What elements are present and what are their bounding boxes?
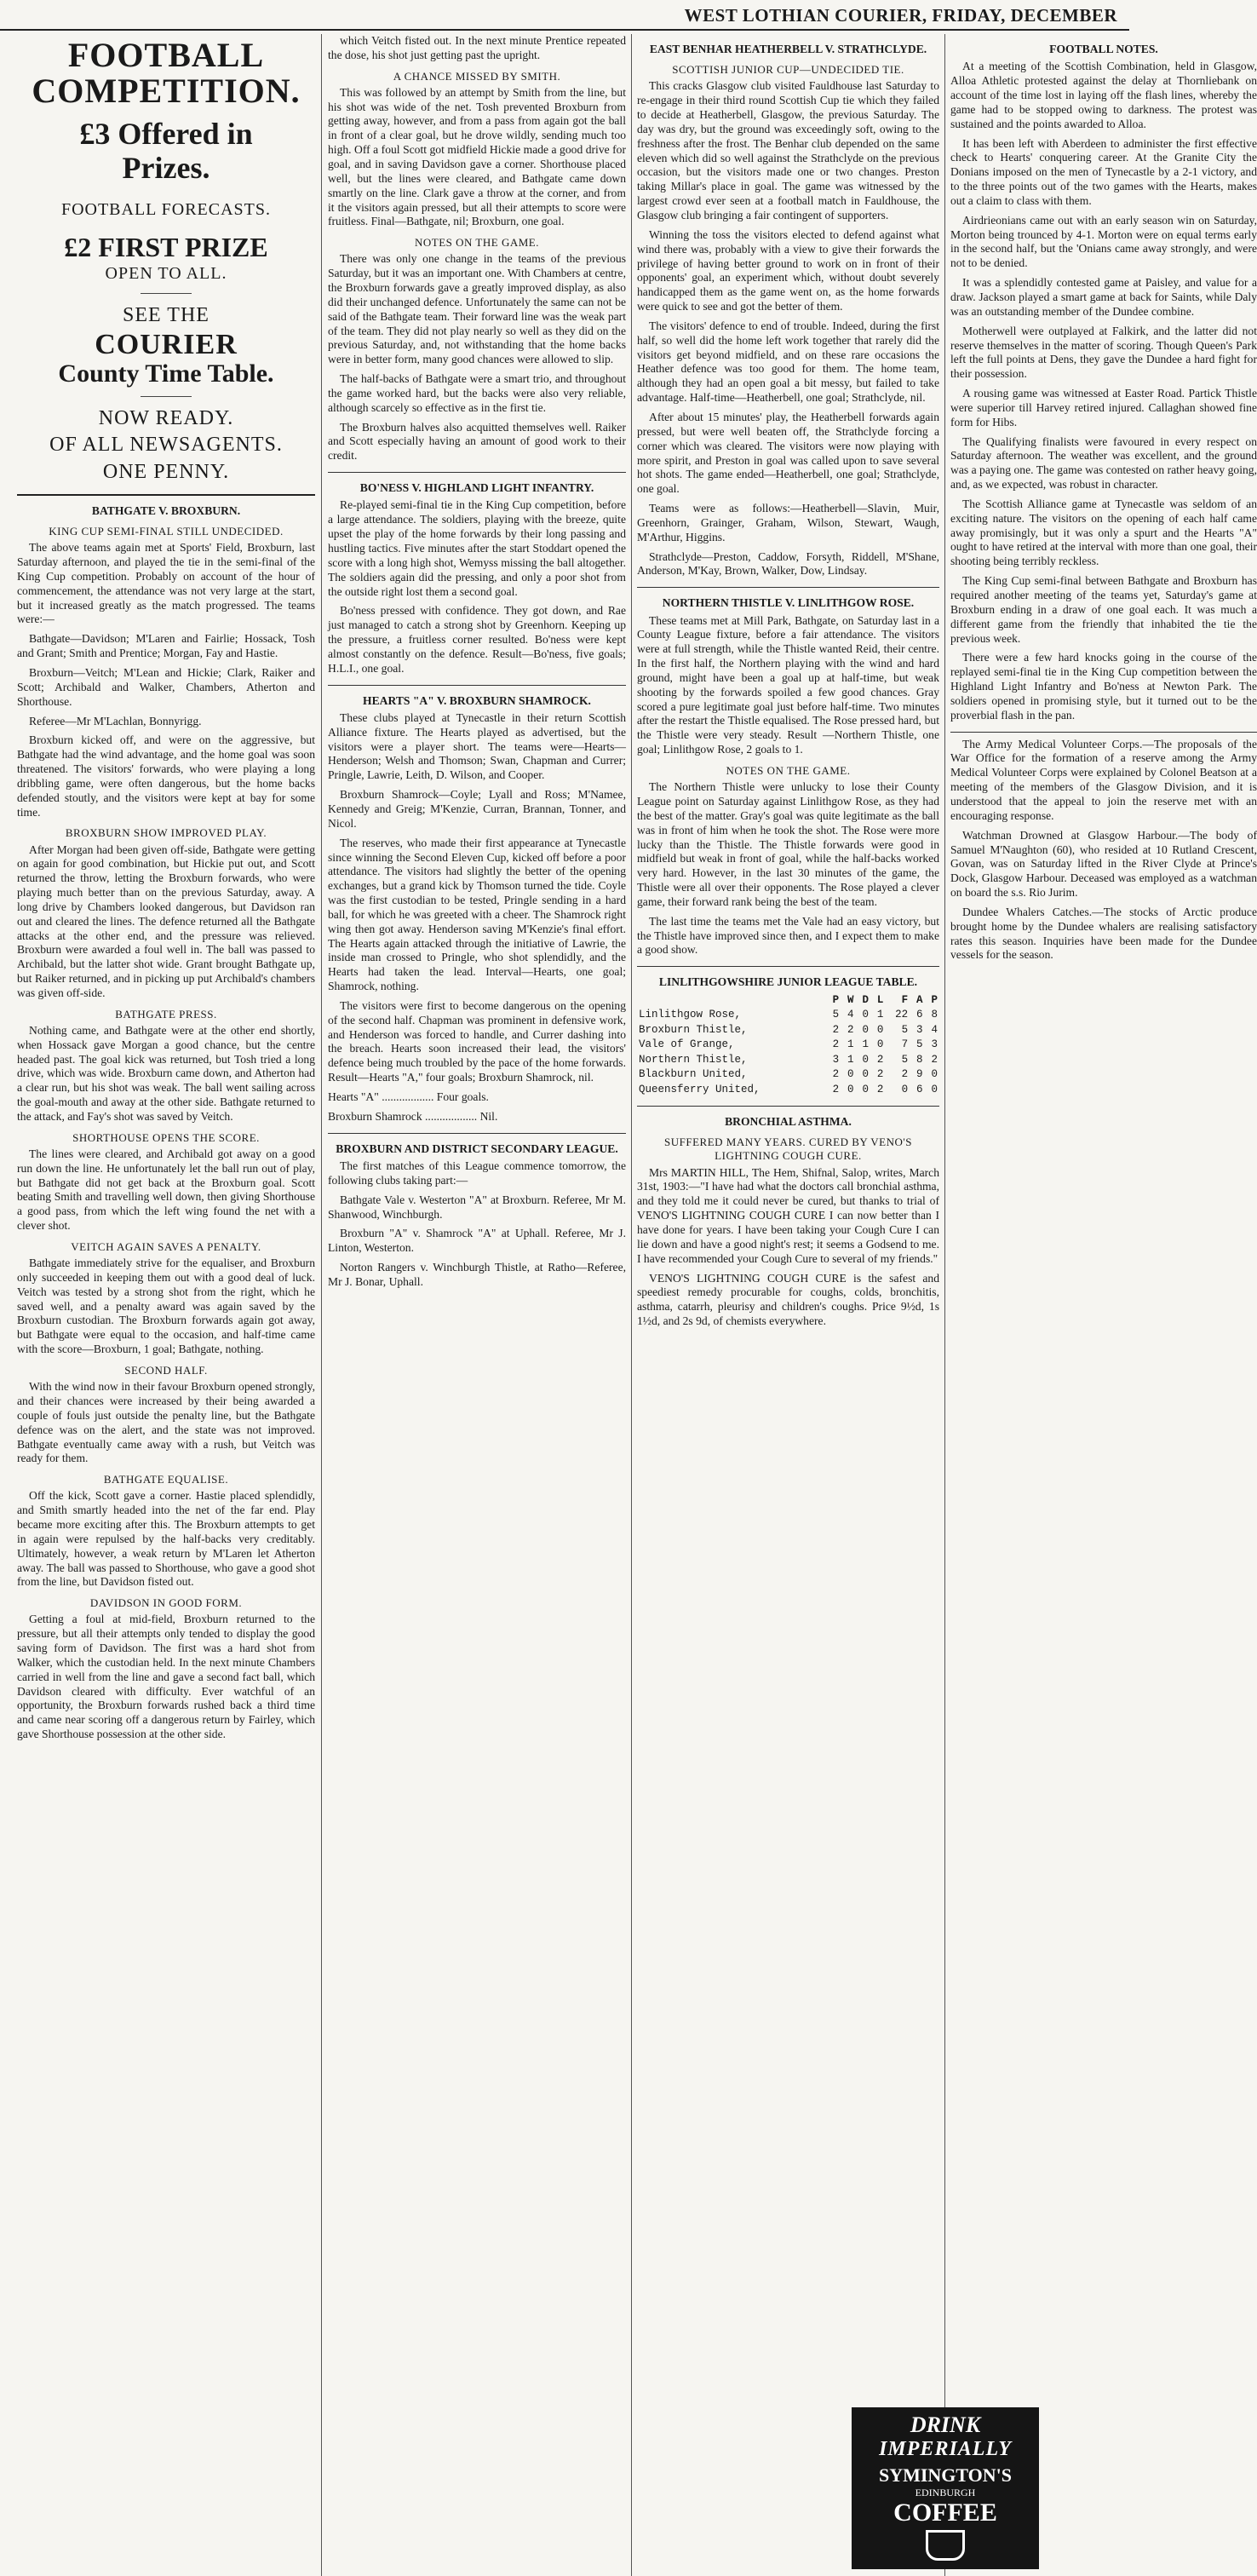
article-headline: BROXBURN AND DISTRICT SECONDARY LEAGUE. <box>336 1141 618 1155</box>
article-paragraph: There was only one change in the teams of the previous Saturday, but it was an important one. With Chambers at centre, the Broxburn forwards gave a greatly improved display, as also did their unchanged defence. Unfortunately the same can not be said of the Bathgate team. Their forward line was the weak part of the team. They did not play nearly so well as they did on the previous Saturday, and, not withstanding that the home backs were in better form, many good chances were allowed to slip. <box>328 252 626 366</box>
advert-paragraph: VENO'S LIGHTNING COUGH CURE is the safest and speediest remedy procurable for coughs, colds, bronchitis, asthma, catarrh, pleurisy and children's coughs. Price 9½d, 1s 1½d, and 2s 9d, of chemists everywhere. <box>637 1271 939 1328</box>
ad-line: DRINK <box>910 2412 981 2437</box>
league-table-cell: 0 <box>862 1053 869 1066</box>
league-column-header <box>637 993 826 1009</box>
ad-line: £3 Offered in <box>79 117 253 151</box>
advert-headline: BRONCHIAL ASTHMA. <box>725 1115 852 1129</box>
article-paragraph: A rousing game was witnessed at Easter Road. Partick Thistle were superior till Harvey retired injured. Callaghan showed fine form for Hibs. <box>950 387 1257 428</box>
news-paragraph: Watchman Drowned at Glasgow Harbour.—The body of Samuel M'Naughton (60), who resided at 10 Rutland Crescent, Govan, was on Saturday lifted in the River Clyde at Prince's Dock, Glasgow Harbour. Deceased was employed as a watchman on board the s.s. Rio Jurim. <box>950 828 1257 900</box>
section-heading: BROXBURN SHOW IMPROVED PLAY. <box>65 826 267 840</box>
article-paragraph: Getting a foul at mid-field, Broxburn returned to the pressure, but all their attempts only tended to display the good saving form of Davidson. The first was a hard shot from Walker, which the custodian held. In the next minute Chambers carried in well from the line and gave a second fact ball, which Davidson cleared with difficulty. Ever watchful of an opportunity, the Broxburn forwards rushed back a third time and came near scoring off a dangerous return by Fairley, which gave Shorthouse possession at the other side. <box>17 1613 315 1741</box>
article-subhead: KING CUP SEMI-FINAL STILL UNDECIDED. <box>49 525 284 538</box>
league-column-header: L <box>876 993 884 1006</box>
league-table-cell: 22 <box>895 1009 909 1021</box>
league-table-cell: 0 <box>847 1083 854 1095</box>
ad-line: FOOTBALL FORECASTS. <box>60 200 272 220</box>
article-paragraph: Re-played semi-final tie in the King Cup competition, before a large attendance. The soldiers, playing with the breeze, quite upset the play of the home forwards by their long passing and hustling tactics. Five minutes after the start Stoddart opened the score with a long high shot, Wemyss missing the ball altogether. The soldiers again did the pressing, and only a poor shot from the outside right lost them a second goal. <box>328 498 626 598</box>
article-divider <box>637 966 939 967</box>
article-paragraph: These teams met at Mill Park, Bathgate, on Saturday last in a County League fixture, before a fair attendance. The visitors were at full strength, while the Thistle wanted Reid, their centre. In the first half, the Northern playing with the wind and hard ground, might have been a goal up at half-time, but weak shooting by the forwards spoiled a few good chances. Gray scored a pure legitimate goal just before half-time. Two minutes after the restart the Thistle equalised. The Rose pressed hard, but the Thistle were very steady. Result —Northern Thistle, one goal; Linlithgow Rose, 2 goals to 1. <box>637 613 939 756</box>
section-heading: NOTES ON THE GAME. <box>415 236 539 250</box>
article-paragraph: The Qualifying finalists were favoured in every respect on Saturday afternoon. The weather was excellent, and the ground was a paying one. The game was contested on rather heavy going, and, as we expected, was robust in character. <box>950 434 1257 492</box>
article-paragraph: Winning the toss the visitors elected to defend against what wind there was, probably with a view to give their forwards the privilege of having better ground to work on in front of their opponents' goal, an experiment which, without doubt severely handicapped them as the game went on, as the home forwards were quick to see and got the better of them. <box>637 227 939 313</box>
advert-paragraph: Mrs MARTIN HILL, The Hem, Shifnal, Salop, writes, March 31st, 1903:—"I have had what the doctors call bronchial asthma, and they told me it could never be cured, but thanks to trial of VENO'S LIGHTNING COUGH CURE I can now better than I have done for years. I have been taking your Cough Cure I can lie down and have a good night's rest; it seems a Godsend to me. I have recommended your Cough Cure to several of my friends." <box>637 1165 939 1265</box>
advert-subhead: SUFFERED MANY YEARS. CURED BY VENO'S LIGHTNING COUGH CURE. <box>664 1136 912 1163</box>
article-divider <box>328 685 626 686</box>
ad-line: FOOTBALL <box>67 36 265 74</box>
ad-line: OPEN TO ALL. <box>105 264 227 284</box>
team-list: Teams were as follows:—Heatherbell—Slavin, Muir, Greenhorn, Grainger, Graham, Wilson, Stewart, Waugh, M'Arthur, Higgins. <box>637 502 939 543</box>
masthead-title: WEST LOTHIAN COURIER, FRIDAY, DECEMBER <box>684 5 1117 26</box>
article-paragraph: It has been left with Aberdeen to administer the first effective check to Hearts' conquering career. At the Granite City the Donians imposed on the men of Tynecastle by a 2-1 victory, and to the three points out of the two games with the Hearts, makes out a claim to class with them. <box>950 136 1257 207</box>
article-paragraph: Motherwell were outplayed at Falkirk, and the latter did not reserve themselves in the matter of scoring. Though Queen's Park left the full points at Dens, they gave the Dundee a hard fight for their possession. <box>950 324 1257 381</box>
referee-line: Referee—Mr M'Lachlan, Bonnyrigg. <box>29 714 202 727</box>
article-paragraph: Bathgate immediately strive for the equaliser, and Broxburn only succeeded in keeping them out with a good deal of luck. Veitch was tested by a strong shot from the right, which he saved well, and a penalty award was again saved by the Broxburn custodian. The Broxburn forwards again got away, but Bathgate were equal to the occasion, and half-time came with the score—Broxburn, 1 goal; Bathgate, nothing. <box>17 1256 315 1356</box>
article-paragraph: The half-backs of Bathgate were a smart trio, and throughout the game worked hard, but the backs were also very reliable, although scarcely so effective as in the first tie. <box>328 372 626 414</box>
league-table-cell: 5 <box>916 1038 923 1051</box>
article-paragraph: The above teams again met at Sports' Field, Broxburn, last Saturday afternoon, and played the tie in the semi-final of the King Cup competition. Probably on account of the hour of commencement, the attendance was not very large at the start, but it increased greatly as the match progressed. The teams were:— <box>17 541 315 626</box>
column-rule <box>631 34 632 2576</box>
ad-line: IMPERIALLY <box>879 2438 1012 2460</box>
ad-divider <box>141 293 192 294</box>
ad-line: County Time Table. <box>58 359 274 388</box>
article-divider <box>328 1133 626 1134</box>
article-paragraph: The last time the teams met the Vale had an easy victory, but the Thistle have improved since then, and I expect them to make a good show. <box>637 914 939 957</box>
league-table-cell: 3 <box>931 1038 938 1051</box>
ad-line: NOW READY. <box>98 407 234 430</box>
coffee-cup-icon <box>926 2530 965 2561</box>
article-divider <box>637 587 939 588</box>
league-table-cell: 0 <box>862 1009 869 1021</box>
article-paragraph: The visitors' defence to end of trouble. Indeed, during the first half, so well did the home left work together that rarely did the visitors get beyond midfield, and on these rare occasions the Heather defence was too good for them. The home team, although they had an open goal a bit messy, but failed to take advantage. Half-time—Heatherbell, one goal; Strathclyde, nil. <box>637 319 939 405</box>
article-paragraph: After Morgan had been given off-side, Bathgate were getting on again for good combination, but Hickie put out, and Scott returned the throw, letting the Broxburn forwards, who were playing much better than on the previous Saturday, away. A long drive by Chambers looked dangerous, but Davidson ran out and cleared the lines. The defence returned all the Bathgate attacks at the other end, and the pressure was relieved. Broxburn were awarded a foul well in. The ball was passed to Archibald, but the latter shot wide. Grant brought Bathgate up, but Raiker returned, and in picking up put Archibald's chambers was given off-side. <box>17 842 315 999</box>
article-headline: NORTHERN THISTLE V. LINLITHGOW ROSE. <box>662 596 915 610</box>
section-heading: A CHANCE MISSED BY SMITH. <box>393 69 561 83</box>
masthead <box>0 0 1129 31</box>
league-table-cell: 2 <box>931 1053 938 1066</box>
score-line: Broxburn Shamrock .................. Nil. <box>328 1109 498 1123</box>
league-table-cell: 6 <box>916 1083 923 1095</box>
league-table-cell: Vale of Grange, <box>639 1038 735 1051</box>
league-table-cell: Northern Thistle, <box>639 1053 748 1066</box>
score-line: Hearts "A" .................. Four goals. <box>328 1090 489 1103</box>
league-table-cell: 1 <box>862 1038 869 1051</box>
league-table-cell: Blackburn United, <box>639 1068 748 1081</box>
article-paragraph: With the wind now in their favour Broxburn opened strongly, and their chances were increased by their being awarded a couple of fouls just outside the penalty line, but the Bathgate defence was on the alert, and the state was not improved. Bathgate eventually came away with a rush, but Veitch was ready for them. <box>17 1380 315 1465</box>
league-table-cell: 2 <box>876 1068 884 1081</box>
article-paragraph: This cracks Glasgow club visited Fauldhouse last Saturday to re-engage in their third round Scottish Cup tie which they failed to decide at Heatherbell, Glasgow, the previous Saturday. The day was dry, but the ground was exceedingly soft, owing to the freshness after the frost. The Benhar club depended on the same eleven which did so well against the Strathclyde on the previous occasion, but the visitors made one or two changes. Preston taking Millar's place in goal. The game was witnessed by the largest crowd ever seen at a football match in Fauldhouse, the Glasgow club bringing a fair contingent of supporters. <box>637 79 939 222</box>
article-headline: BO'NESS V. HIGHLAND LIGHT INFANTRY. <box>359 481 594 495</box>
league-table-cell: 0 <box>862 1083 869 1095</box>
section-heading: NOTES ON THE GAME. <box>726 764 851 778</box>
ad-line: Prizes. <box>122 150 210 185</box>
article-paragraph: Broxburn kicked off, and were on the aggressive, but Bathgate had the wind advantage, and the home goal was soon threatened. The visitors' forwards, who were playing a long dribbling game, were often dangerous, but the home backs defended stoutly, and the visitors were kept at bay for some time. <box>17 733 315 819</box>
league-column-header: P <box>832 993 840 1006</box>
league-table-cell: 0 <box>931 1083 938 1095</box>
league-table-cell: 5 <box>901 1023 909 1036</box>
fixture-line: Broxburn "A" v. Shamrock "A" at Uphall. Referee, Mr J. Linton, Westerton. <box>328 1227 626 1255</box>
ad-line: £2 FIRST PRIZE <box>64 232 268 263</box>
ad-line: SEE THE <box>123 304 210 327</box>
ad-line: SYMINGTON'S <box>878 2464 1013 2486</box>
article-headline: EAST BENHAR HEATHERBELL V. STRATHCLYDE. <box>649 43 927 55</box>
league-column-header: P <box>931 993 938 1006</box>
article-paragraph: The visitors were first to become dangerous on the opening of the second half. Chapman was prominent in defensive work, and Henderson was forced to handle, and Currer dashing into the breach. Hearts soon increased their lead, the visitors' defence being much troubled by the pace of the home forwards. Result—Hearts "A," four goals; Broxburn Shamrock, nil. <box>328 998 626 1084</box>
league-table-cell: 3 <box>916 1023 923 1036</box>
league-table-row <box>637 1038 939 1053</box>
league-table-cell: 0 <box>901 1083 909 1095</box>
league-table-cell: 0 <box>876 1023 884 1036</box>
section-heading: SHORTHOUSE OPENS THE SCORE. <box>72 1130 260 1144</box>
column-3 <box>637 34 939 2576</box>
news-paragraph: Dundee Whalers Catches.—The stocks of Arctic produce brought home by the Dundee whalers are realising satisfactory rates this season. Inquiries have been made for the Dundee vessels for the season. <box>950 905 1257 962</box>
team-list: Strathclyde—Preston, Caddow, Forsyth, Riddell, M'Shane, Anderson, M'Kay, Brown, Walker, Dow, Lindsay. <box>637 549 939 578</box>
league-table-cell: 2 <box>832 1038 840 1051</box>
league-table-cell: 0 <box>862 1023 869 1036</box>
article-divider <box>637 1106 939 1107</box>
league-table-title: LINLITHGOWSHIRE JUNIOR LEAGUE TABLE. <box>658 975 918 989</box>
league-table-row <box>637 1083 939 1098</box>
article-headline: FOOTBALL NOTES. <box>1049 43 1158 55</box>
article-headline: HEARTS "A" V. BROXBURN SHAMROCK. <box>363 693 591 707</box>
league-table-cell: 8 <box>916 1053 923 1066</box>
article-paragraph: The Scottish Alliance game at Tynecastle was seldom of an exciting nature. The visitors on the opening of each half came away promisingly, but it was only a spurt and the Hearts "A" ought to have retired at the interval with more than one goal, their shooting being terribly reckless. <box>950 497 1257 568</box>
league-table-row <box>637 1008 939 1023</box>
article-paragraph: At a meeting of the Scottish Combination, held in Glasgow, Alloa Athletic protested against the delay at Thornliebank on account of the time lost in laying off the flash lines, whereby the game had to be stopped owing to darkness. The protest was sustained and the points awarded to Alloa. <box>950 60 1257 130</box>
ad-divider <box>141 396 192 397</box>
league-table-cell: 9 <box>916 1068 923 1081</box>
league-table-cell: 0 <box>876 1038 884 1051</box>
article-paragraph: Nothing came, and Bathgate were at the other end shortly, when Hossack gave Morgan a good chance, but the centre headed past. The goal kick was returned, but Tosh tried a long drive, which was wide. Broxburn came down, and Atherton had a clear run, but his shot was weak. The ball went sailing across the goal-mouth and away at the other side. Bathgate returned to the attack, and Fay's shot was saved by Veitch. <box>17 1023 315 1123</box>
symingtons-coffee-advert <box>852 2407 1039 2569</box>
league-column-header: W <box>847 993 854 1006</box>
league-table-cell: 1 <box>847 1053 854 1066</box>
team-list: Bathgate—Davidson; M'Laren and Fairlie; Hossack, Tosh and Grant; Smith and Prentice; Morgan, Fay and Hastie. <box>17 632 315 660</box>
league-column-header: A <box>916 993 923 1006</box>
league-table-row <box>637 1067 939 1083</box>
league-table-cell: 0 <box>931 1068 938 1081</box>
league-table-row <box>637 1053 939 1068</box>
league-table-cell: 5 <box>901 1053 909 1066</box>
league-table-cell: 1 <box>847 1038 854 1051</box>
league-column-header: F <box>901 993 909 1006</box>
section-heading: SECOND HALF. <box>124 1364 208 1377</box>
section-heading: BATHGATE PRESS. <box>115 1007 217 1021</box>
ad-line: COMPETITION. <box>32 72 301 110</box>
article-paragraph: The lines were cleared, and Archibald got away on a good run down the line. He unfortunately let the ball run out of play, but Bathgate did not get back at the Broxburn goal. Scott beating Smith and travelling well down, then giving Shorthouse a good pass, from which the left wing found the net with a clever shot. <box>17 1147 315 1233</box>
competition-advert <box>17 34 315 496</box>
league-table-row <box>637 1023 939 1038</box>
article-paragraph: The reserves, who made their first appearance at Tynecastle since winning the Second Eleven Cup, kicked off before a poor attendance. The visitors had slightly the better of the opening exchanges, but a grand kick by Thomson turned the tide. Coyle was the first custodian to be tested, Pringle sending in a hard ball, for which he was greeted with a cheer. The Shamrock right wing then got away. Henderson saving M'Kenzie's final effort. The Hearts again attacked through the initiative of Lawrie, the inside man crossed to Pringle, who shot splendidly, and the Hearts had taken the lead. Interval—Hearts, one goal; Shamrock, nothing. <box>328 836 626 993</box>
league-table-cell: 2 <box>832 1023 840 1036</box>
league-table-cell: 2 <box>847 1023 854 1036</box>
team-list: Broxburn—Veitch; M'Lean and Hickie; Clark, Raiker and Scott; Archibald and Walker, Chambers, Atherton and Shorthouse. <box>17 665 315 708</box>
article-paragraph: After about 15 minutes' play, the Heatherbell forwards again pressed, but were well beaten off, the Strathclyde forcing a corner which was cleared. The visitors were now playing with more spirit, and Preston in goal was called upon to save several hot shots. The game ended—Heatherbell, one goal; Strathclyde, one goal. <box>637 410 939 496</box>
league-table-cell: 0 <box>847 1068 854 1081</box>
section-heading: VEITCH AGAIN SAVES A PENALTY. <box>71 1240 261 1253</box>
article-subhead: SCOTTISH JUNIOR CUP—UNDECIDED TIE. <box>672 63 904 77</box>
article-paragraph: which Veitch fisted out. In the next minute Prentice repeated the dose, his shot just getting past the upright. <box>328 34 626 61</box>
article-paragraph: It was a splendidly contested game at Paisley, and value for a draw. Jackson played a smart game at back for Saints, while Daly was an outstanding member of the Dundee combine. <box>950 276 1257 318</box>
league-table-cell: Broxburn Thistle, <box>639 1023 748 1036</box>
fixture-line: Bathgate Vale v. Westerton "A" at Broxburn. Referee, Mr M. Shanwood, Winchburgh. <box>328 1193 626 1221</box>
ad-line: COFFEE <box>893 2498 997 2527</box>
league-table-cell: 0 <box>862 1068 869 1081</box>
league-table-cell: 2 <box>832 1068 840 1081</box>
article-paragraph: Airdrieonians came out with an early season win on Saturday, Morton being trounced by 4-1. Morton were on equal terms early in the second half, but the 'Onians came away strongly, and were not to be denied. <box>950 213 1257 270</box>
column-2 <box>328 34 626 2576</box>
ad-line: OF ALL NEWSAGENTS. <box>49 434 283 457</box>
league-table-cell: 2 <box>876 1083 884 1095</box>
league-table-cell: 7 <box>901 1038 909 1051</box>
league-table-cell: 5 <box>832 1009 840 1021</box>
league-table-cell: 3 <box>832 1053 840 1066</box>
league-table <box>637 993 939 1098</box>
article-divider <box>950 732 1257 733</box>
news-paragraph: The Army Medical Volunteer Corps.—The proposals of the War Office for the formation of a reserve among the Army Medical Volunteer Corps were explained by Colonel Beatson at a meeting of the members of the Glasgow Division, and it is understood that the appeal to join the reserve met with an encouraging response. <box>950 737 1257 822</box>
section-heading: BATHGATE EQUALISE. <box>103 1473 229 1486</box>
league-table-cell: Linlithgow Rose, <box>639 1009 742 1021</box>
column-1 <box>17 34 315 2576</box>
league-table-cell: 1 <box>876 1009 884 1021</box>
article-paragraph: There were a few hard knocks going in the course of the replayed semi-final tie in the King Cup competition between the Highland Light Infantry and Bo'ness at Newton Park. The soldiers opened in promising style, but it turned out to be the proverbial flash in the pan. <box>950 651 1257 722</box>
ad-line: COURIER <box>95 328 238 360</box>
league-table-header <box>637 993 939 1009</box>
article-paragraph: The King Cup semi-final between Bathgate and Broxburn has required another meeting of the teams yet, Saturday's game at Broxburn ending in a draw of one goal each. It was much a different game from the friendly that inhabited the tie the previous week. <box>950 574 1257 645</box>
article-paragraph: These clubs played at Tynecastle in their return Scottish Alliance fixture. The Hearts played as advertised, but the visitors were a player short. The teams were—Hearts—Henderson; Welsh and Thomson; Swan, Chapman and Currer; Pringle, Lawrie, Leith, D. Wilson, and Cooper. <box>328 710 626 782</box>
article-paragraph: This was followed by an attempt by Smith from the line, but his shot was wide of the net. Tosh prevented Broxburn from getting away, however, and from a pass from again got the ball in front of a clear goal, but he drove wildly, sending much too high. Off a foul Scott got midfield Hickie made a good drive for goal, and in saving Davidson gave a corner. Shorthouse placed well, but the lines were cleared, and Bathgate came down smartly on the line. Clark gave a throw at the corner, and from it the visitors again pressed, but all their attempts to score were fruitless. Final—Bathgate, nil; Broxburn, one goal. <box>328 85 626 228</box>
article-divider <box>328 472 626 473</box>
column-rule <box>321 34 322 2576</box>
article-paragraph: The Northern Thistle were unlucky to lose their County League point on Saturday against Linlithgow Rose, as they had the best of the matter. Gray's goal was quite legitimate as the ball was in front of him when he took the shot. The Rose were more lucky than the Thistle. The Thistle forwards were good in midfield but weak in front of goal, while the half-backs worked very hard. However, in the last 30 minutes of the game, the Thistle were all over their opponents. The Rose played a clever game, their forward rank being the best of the team. <box>637 780 939 908</box>
league-table-cell: 8 <box>931 1009 938 1021</box>
ad-line: ONE PENNY. <box>102 460 230 483</box>
article-paragraph: The first matches of this League commence tomorrow, the following clubs taking part:— <box>328 1159 626 1187</box>
column-rule <box>944 34 945 2576</box>
article-headline: BATHGATE V. BROXBURN. <box>91 503 241 517</box>
league-table-cell: 2 <box>876 1053 884 1066</box>
ad-line: EDINBURGH <box>915 2487 976 2498</box>
league-table-cell: 6 <box>916 1009 923 1021</box>
league-table-cell: 4 <box>847 1009 854 1021</box>
section-heading: DAVIDSON IN GOOD FORM. <box>89 1596 243 1610</box>
team-list: Broxburn Shamrock—Coyle; Lyall and Ross; M'Namee, Kennedy and Greig; M'Kenzie, Curran, Brannan, Tonner, and Nicol. <box>328 788 626 830</box>
article-paragraph: Bo'ness pressed with confidence. They got down, and Rae just managed to catch a strong shot by Greenhorn. Keeping up the pressure, a fruitless corner resulted. Bo'ness were kept almost constantly on the defence. Result—Bo'ness, five goals; H.L.I., one goal. <box>328 604 626 675</box>
fixture-line: Norton Rangers v. Winchburgh Thistle, at Ratho—Referee, Mr J. Bonar, Uphall. <box>328 1261 626 1288</box>
league-table-cell: 4 <box>931 1023 938 1036</box>
league-table-cell: 2 <box>832 1083 840 1095</box>
league-table-cell: Queensferry United, <box>639 1083 761 1095</box>
column-4 <box>950 34 1257 2576</box>
article-paragraph: Off the kick, Scott gave a corner. Hastie placed splendidly, and Smith smartly headed into the net of the far end. Play became more exciting after this. The Broxburn attempts to get in again were repulsed by the half-backs very creditably. Ultimately, however, a weak return by M'Laren let Atherton away. The ball was passed to Shorthouse, who gave a good shot from the line, but Davidson fisted out. <box>17 1489 315 1589</box>
league-table-cell: 2 <box>901 1068 909 1081</box>
league-column-header: D <box>862 993 869 1006</box>
article-paragraph: The Broxburn halves also acquitted themselves well. Raiker and Scott especially having an amount of good work to their credit. <box>328 420 626 463</box>
